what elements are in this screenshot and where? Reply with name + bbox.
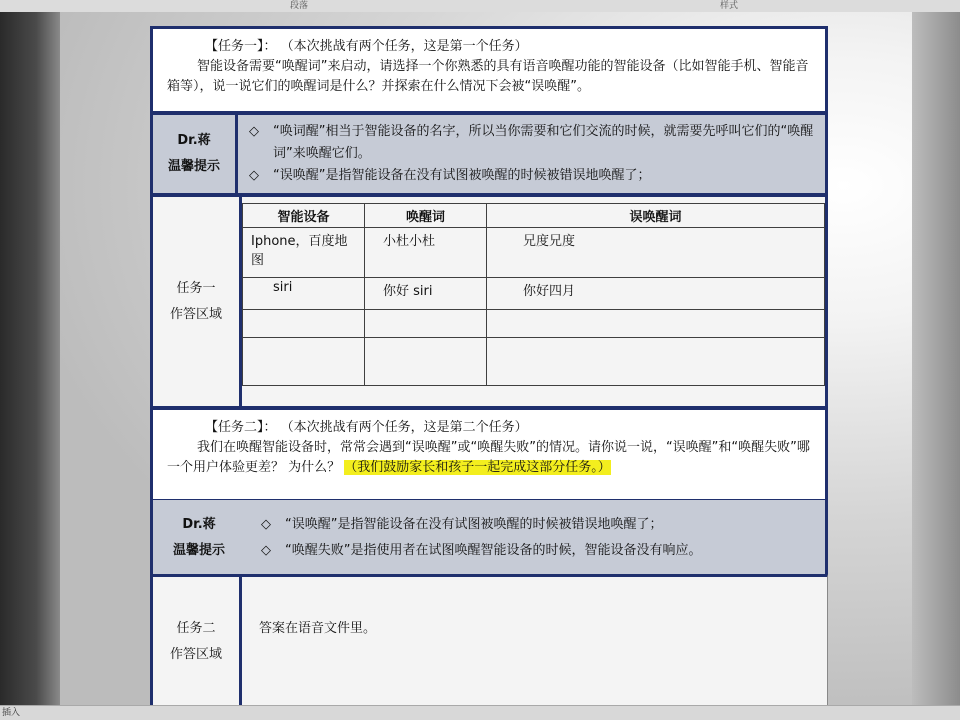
table-cell[interactable]: 小杜小杜 [365, 228, 487, 278]
task1-body: 智能设备需要“唤醒词”来启动，请选择一个你熟悉的具有语音唤醒功能的智能设备（比如智能手机、智能音箱等），说一说它们的唤醒词是什么？并探索在什么情况下会被“误唤醒”。 [167, 59, 809, 94]
diamond-bullet-icon: ◇ [261, 517, 271, 532]
tip-item [249, 165, 817, 187]
table-cell[interactable] [365, 338, 487, 386]
task2-intro[interactable] [150, 406, 828, 502]
task2-area-label [153, 577, 242, 706]
task2-heading: 【任务二】： （本次挑战有两个任务，这是第二个任务） [205, 420, 528, 435]
task2-tips [150, 500, 828, 576]
diamond-bullet-icon: ◇ [249, 168, 259, 183]
table-header-cell: 智能设备 [243, 204, 365, 228]
table-header-row [243, 204, 825, 228]
tip-item [261, 538, 817, 564]
task2-highlight: （我们鼓励家长和孩子一起完成这部分任务。） [344, 460, 611, 475]
table-row [243, 310, 825, 338]
tips-title: 温馨提示 [167, 159, 220, 174]
task2-answer-area [150, 574, 828, 706]
area-label-line1: 任务二 [176, 620, 216, 636]
diamond-bullet-icon: ◇ [249, 124, 259, 139]
table-cell[interactable]: 你好 siri [365, 278, 487, 310]
task2-body-wrap [167, 438, 815, 478]
task1-area-label [153, 197, 242, 406]
tip-text: “唤醒失败”是指使用者在试图唤醒智能设备的时候，智能设备没有响应。 [285, 543, 702, 558]
tips-title: 温馨提示 [172, 543, 225, 558]
area-label-line2: 作答区域 [169, 306, 222, 322]
task1-intro[interactable] [150, 26, 828, 114]
table-header-cell: 误唤醒词 [487, 204, 825, 228]
task1-heading: 【任务一】： （本次挑战有两个任务，这是第一个任务） [205, 39, 528, 54]
right-margin [912, 12, 960, 706]
tips-author: Dr.蒋 [182, 517, 216, 532]
status-bar [0, 705, 960, 720]
task2-answer-text[interactable]: 答案在语音文件里。 [259, 621, 377, 636]
table-cell[interactable]: 兄度兄度 [487, 228, 825, 278]
tip-text: “唤词醒”相当于智能设备的名字，所以当你需要和它们交流的时候，就需要先呼叫它们的“唤醒词”来唤醒它们。 [273, 124, 814, 161]
document-page[interactable] [150, 14, 828, 706]
task2-tips-list [261, 512, 817, 564]
table-cell[interactable]: siri [243, 278, 365, 310]
ribbon-paragraph-label[interactable]: 段落 [290, 1, 309, 11]
tip-text: “误唤醒”是指智能设备在没有试图被唤醒的时候被错误地唤醒了； [273, 168, 651, 183]
table-cell[interactable] [243, 310, 365, 338]
task1-tips-label [153, 115, 238, 193]
ribbon-styles-label[interactable]: 样式 [720, 1, 739, 11]
table-cell[interactable] [487, 310, 825, 338]
table-row [243, 338, 825, 386]
task1-tips [150, 112, 828, 196]
task2-body: 我们在唤醒智能设备时，常常会遇到“误唤醒”或“唤醒失败”的情况。请你说一说，“误唤醒”和“唤醒失败”哪一个用户体验更差？ 为什么？ [167, 440, 810, 475]
area-label-line2: 作答区域 [169, 646, 222, 662]
table-cell[interactable]: Iphone，百度地图 [243, 228, 365, 278]
task2-tips-label [153, 500, 245, 576]
table-cell[interactable] [243, 338, 365, 386]
area-label-line1: 任务一 [176, 280, 216, 296]
left-margin [0, 12, 60, 706]
table-row [243, 228, 825, 278]
tip-text: “误唤醒”是指智能设备在没有试图被唤醒的时候被错误地唤醒了； [285, 517, 663, 532]
tip-item [261, 512, 817, 538]
task1-answer-area [150, 194, 828, 409]
task1-tips-list [249, 121, 817, 187]
table-row [243, 278, 825, 310]
table-header-cell: 唤醒词 [365, 204, 487, 228]
table-cell[interactable] [365, 310, 487, 338]
tips-author: Dr.蒋 [177, 133, 211, 148]
table-cell[interactable]: 你好四月 [487, 278, 825, 310]
table-cell[interactable] [487, 338, 825, 386]
insert-mode-indicator[interactable]: 插入 [2, 708, 21, 718]
diamond-bullet-icon: ◇ [261, 543, 271, 558]
tip-item [249, 121, 817, 165]
answer-table[interactable] [242, 203, 825, 386]
